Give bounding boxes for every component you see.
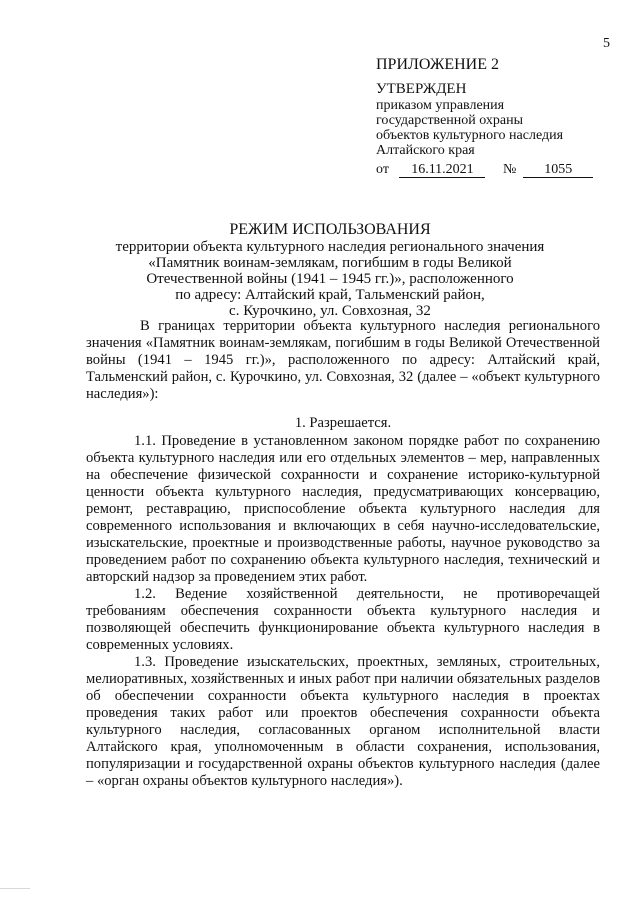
item-paragraph: 1.1. Проведение в установленном законом порядке работ по сохранению объекта культурного наследия или его отдельных элементов – мер, направленных на обеспечение физической сохранности и сохранение историко-культурной ценности объекта культурного наследия, предусматривающих консервацию, ремонт, реставрацию, приспособление объекта культурного наследия для современного использования и включающих в себя научно-исследовательские, изыскательские, проектные и производственные работы, научное руководство за проведением работ по сохранению объекта культурного наследия, технический и авторский надзор за проведением этих работ. (86, 433, 600, 585)
approval-line: государственной охраны (376, 113, 524, 128)
subtitle-line: Отечественной войны (1941 – 1945 гг.)», расположенного (146, 271, 514, 287)
item-paragraph: 1.3. Проведение изыскательских, проектных, земляных, строительных, мелиоративных, хозяйственных и иных работ при наличии обязательных разделов об обеспечении сохранности объекта культурного наследия в проектах проведения таких работ или проектов обеспечения сохранности объекта культурного наследия, согласованных органом исполнительной власти Алтайского края, уполномоченным в области сохранения, использования, популяризации и государственной охраны объектов культурного наследия (далее – «орган охраны объектов культурного наследия»). (86, 654, 600, 789)
section-title: 1. Разрешается. (294, 415, 392, 431)
subtitle-line: по адресу: Алтайский край, Тальменский район, (175, 287, 485, 303)
document-title: РЕЖИМ ИСПОЛЬЗОВАНИЯ (229, 221, 431, 238)
intro-paragraph: В границах территории объекта культурного наследия регионального значения «Памятник воинам-землякам, погибшим в годы Великой Отечественной войны (1941 – 1945 гг.)», расположенного по адресу: Алтайский край, Тальменский район, с. Курочкино, ул. Совхозная, 32 (далее – «объект культурного наследия»): (86, 318, 600, 402)
order-date-number (376, 162, 626, 178)
document-body (86, 318, 600, 790)
from-label: от (376, 162, 389, 177)
scan-edge-mark (0, 888, 30, 889)
approval-line: объектов культурного наследия (376, 128, 564, 143)
item-paragraph: 1.2. Ведение хозяйственной деятельности, не противоречащей требованиям обеспечения сохранности объекта культурного наследия и позволяющей обеспечить функционирование объекта культурного наследия в современных условиях. (86, 586, 600, 653)
order-date: 16.11.2021 (399, 162, 485, 178)
approval-stamp-block (376, 57, 626, 178)
subtitle-line: территории объекта культурного наследия регионального значения (115, 239, 545, 255)
approval-line: приказом управления (376, 98, 505, 113)
subtitle-line: с. Курочкино, ул. Совхозная, 32 (229, 303, 431, 319)
approved-label: УТВЕРЖДЕН (376, 81, 467, 97)
subtitle-line: «Памятник воинам-землякам, погибшим в годы Великой (148, 255, 512, 271)
document-heading (100, 222, 560, 319)
page-number: 5 (603, 36, 610, 51)
number-label: № (502, 162, 517, 177)
order-number: 1055 (523, 162, 593, 178)
appendix-label: ПРИЛОЖЕНИЕ 2 (376, 56, 500, 73)
approval-line: Алтайского края (376, 143, 475, 158)
